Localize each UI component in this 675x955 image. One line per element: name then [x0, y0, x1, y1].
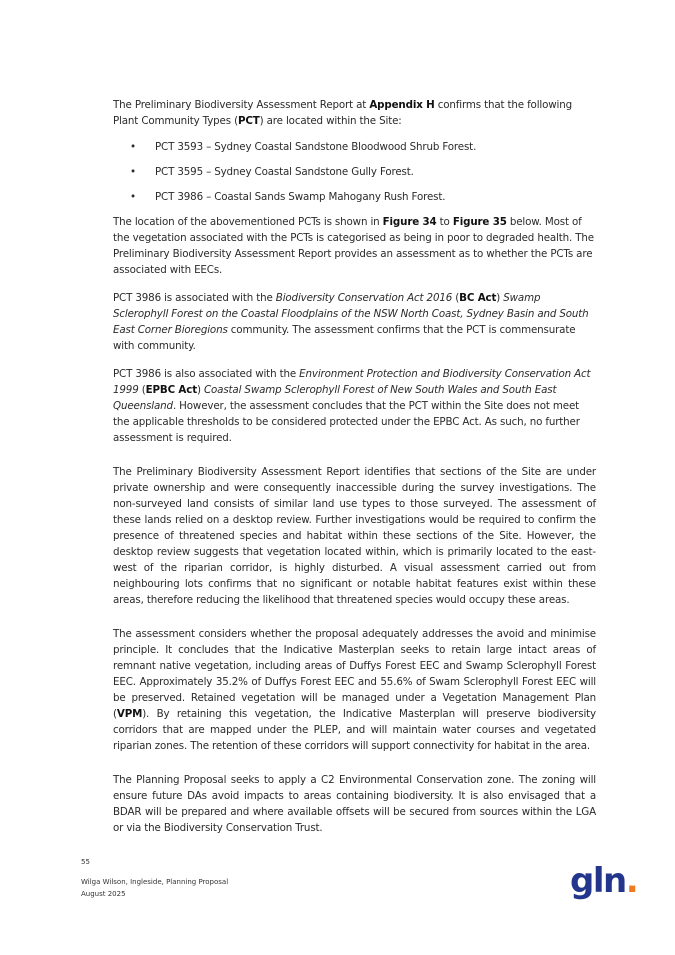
act-title: Biodiversity Conservation Act 2016 [275, 292, 453, 304]
location-paragraph [113, 214, 596, 278]
paragraph-text: The location of the abovementioned PCTs is shown in [113, 216, 383, 228]
paragraph-text: to [436, 216, 453, 228]
list-item-text: PCT 3986 – Coastal Sands Swamp Mahogany Rush Forest. [155, 191, 446, 203]
paragraph-text: The assessment considers whether the proposal adequately addresses the avoid and minimise principle. It concludes that the Indicative Masterplan seeks to retain large intact areas of remnant native vegetation, including areas of Duffys Forest EEC and Swamp Sclerophyll Forest EEC. Approximately 35.2% of Duffys Forest EEC and 55.6% of Swam Sclerophyll Forest EEC will be preserved. Retained vegetation will be managed under a Vegetation Management Plan ( [113, 628, 596, 720]
intro-paragraph [113, 97, 596, 129]
community-name: Swamp Sclerophyll Forest on the Coastal Floodplains of the NSW North Coast, Sydney Basin and South East Corner Bioregions [113, 292, 589, 336]
figure-reference: Figure 34 [382, 216, 437, 228]
appendix-reference: Appendix H [369, 99, 435, 111]
paragraph-text: ) [196, 384, 204, 396]
private-land-paragraph: The Preliminary Biodiversity Assessment Report identifies that sections of the Site are under private ownership and were consequently inaccessible during the survey investigations. The non-surveyed land consists of similar land use types to those surveyed. The assessment of these lands relied on a desktop review. Further investigations would be required to confirm the presence of threatened species and habitat within these sections of the Site. However, the desktop review suggests that vegetation located within, which is primarily located to the east-west of the riparian corridor, is highly disturbed. A visual assessment carried out from neighbouring lots confirms that no significant or notable habitat features exist within these areas, therefore reducing the likelihood that threatened species would occupy these areas. [113, 466, 596, 606]
logo-text: gln [570, 861, 626, 901]
paragraph-text: below. Most of the vegetation associated with the PCTs is categorised as being in poor to degraded health. The Preliminary Biodiversity Assessment Report provides an assessment as to whether the PCTs are associated with EECs. [113, 216, 594, 276]
act-abbreviation: BC Act [459, 292, 497, 304]
pct-abbreviation: PCT [237, 115, 260, 127]
paragraph-text: community. The assessment confirms that the PCT is commensurate with community. [113, 324, 576, 352]
zoning-paragraph: The Planning Proposal seeks to apply a C2 Environmental Conservation zone. The zoning will ensure future DAs avoid impacts to areas containing biodiversity. It is also envisaged that a BDAR will be prepared and where available offsets will be secured from sources within the LGA or via the Biodiversity Conservation Trust. [113, 774, 596, 834]
list-item [113, 189, 596, 205]
list-item-text: PCT 3593 – Sydney Coastal Sandstone Bloodwood Shrub Forest. [155, 141, 477, 153]
intro-text: The Preliminary Biodiversity Assessment Report at [113, 99, 370, 111]
paragraph-text: ( [138, 384, 146, 396]
gln-logo [570, 861, 638, 901]
avoid-minimise-paragraph [113, 626, 596, 754]
list-item [113, 139, 596, 155]
figure-reference: Figure 35 [452, 216, 507, 228]
list-item-text: PCT 3595 – Sydney Coastal Sandstone Gully Forest. [155, 166, 414, 178]
community-name: Coastal Swamp Sclerophyll Forest of New South Wales and South East Queensland [113, 384, 557, 412]
paragraph-text: ) [496, 292, 504, 304]
logo-dot: . [625, 861, 638, 901]
paragraph-text: PCT 3986 is associated with the [113, 292, 276, 304]
vpm-abbreviation: VPM [116, 708, 143, 720]
footer-date: August 2025 [81, 890, 126, 898]
bullet-icon: • [130, 166, 136, 178]
pct-list [113, 139, 596, 205]
page-number: 55 [81, 858, 90, 866]
intro-text: confirms that the following Plant Community Types ( [113, 99, 573, 127]
bullet-icon: • [130, 191, 136, 203]
act-abbreviation: EPBC Act [145, 384, 197, 396]
page-body [113, 97, 596, 848]
paragraph-text: PCT 3986 is also associated with the [113, 368, 300, 380]
epbc-act-paragraph [113, 366, 596, 446]
footer-document-title: Wilga Wilson, Ingleside, Planning Proposal [81, 878, 229, 886]
paragraph-text: . However, the assessment concludes that the PCT within the Site does not meet the applicable thresholds to be considered protected under the EPBC Act. As such, no further assessment is required. [113, 400, 580, 444]
intro-text: ) are located within the Site: [259, 115, 402, 127]
paragraph-text: ( [452, 292, 460, 304]
paragraph-text: ). By retaining this vegetation, the Indicative Masterplan will preserve biodiversity corridors that are mapped under the PLEP, and will maintain water courses and vegetated riparian zones. The retention of these corridors will support connectivity for habitat in the area. [113, 708, 596, 752]
bc-act-paragraph [113, 290, 596, 354]
list-item [113, 164, 596, 180]
bullet-icon: • [130, 141, 136, 153]
act-title: Environment Protection and Biodiversity Conservation Act 1999 [113, 368, 591, 396]
